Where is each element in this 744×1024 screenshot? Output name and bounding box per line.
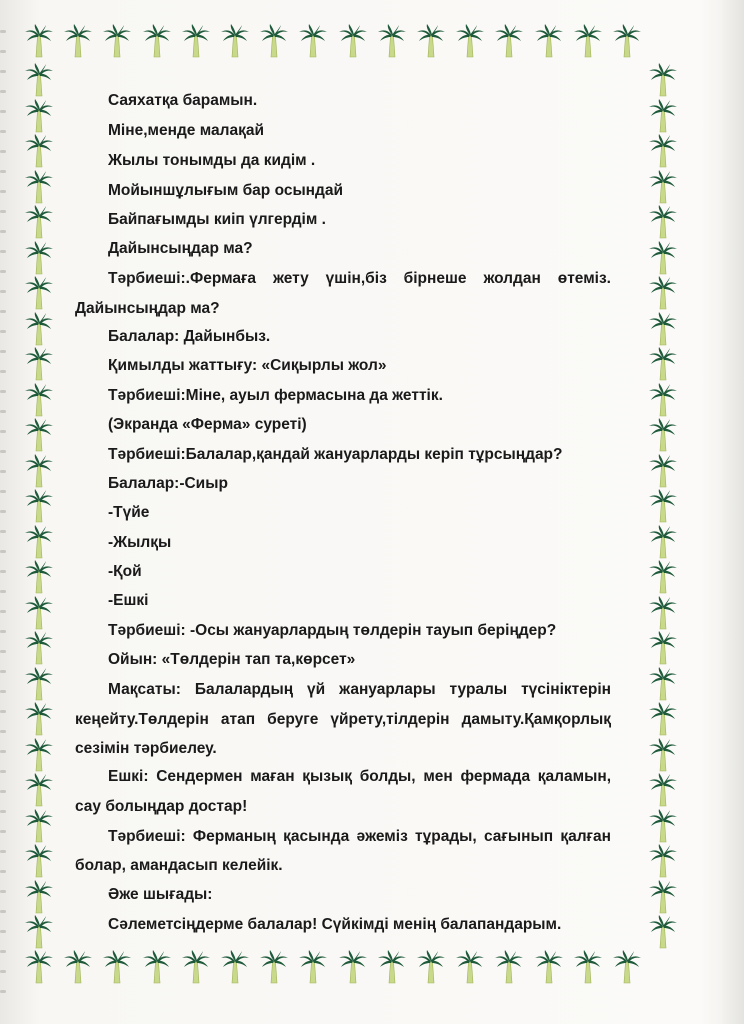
binding-hole (0, 230, 6, 233)
palm-tree-icon (142, 24, 172, 58)
palm-tree-icon (494, 950, 524, 984)
palm-tree-icon (24, 489, 54, 523)
text-line: болар, амандасып келейік. (75, 857, 283, 874)
palm-tree-icon (648, 276, 678, 310)
palm-tree-icon (612, 950, 642, 984)
palm-tree-icon (648, 844, 678, 878)
text-line: Ойын: «Төлдерін тап та,көрсет» (108, 651, 356, 668)
binding-hole (0, 510, 6, 513)
text-line: -Түйе (108, 504, 150, 521)
palm-tree-icon (648, 99, 678, 133)
palm-tree-icon (24, 454, 54, 488)
binding-hole (0, 610, 6, 613)
palm-tree-icon (142, 950, 172, 984)
palm-tree-icon (102, 24, 132, 58)
text-line: (Экранда «Ферма» суреті) (108, 416, 307, 433)
text-line: Байпағымды киіп үлгердім . (108, 211, 326, 228)
binding-hole (0, 50, 6, 53)
binding-hole (0, 70, 6, 73)
palm-tree-icon (648, 489, 678, 523)
palm-tree-icon (24, 170, 54, 204)
palm-tree-icon (181, 950, 211, 984)
binding-hole (0, 410, 6, 413)
palm-tree-icon (24, 738, 54, 772)
binding-hole (0, 330, 6, 333)
binding-hole (0, 210, 6, 213)
palm-tree-icon (338, 24, 368, 58)
palm-tree-icon (181, 24, 211, 58)
palm-tree-icon (648, 631, 678, 665)
palm-tree-icon (298, 950, 328, 984)
palm-tree-icon (220, 950, 250, 984)
palm-tree-icon (648, 809, 678, 843)
palm-tree-icon (24, 809, 54, 843)
palm-tree-icon (648, 241, 678, 275)
palm-tree-icon (573, 24, 603, 58)
palm-tree-icon (24, 596, 54, 630)
binding-hole (0, 870, 6, 873)
text-line: Тәрбиеші:Міне, ауыл фермасына да жеттік. (108, 387, 443, 404)
palm-tree-icon (24, 205, 54, 239)
binding-hole (0, 170, 6, 173)
palm-tree-icon (455, 950, 485, 984)
text-line: Сәлеметсіңдерме балалар! Сүйкімді менің балапандарым. (108, 916, 562, 933)
binding-hole (0, 730, 6, 733)
palm-tree-icon (648, 418, 678, 452)
palm-tree-icon (24, 241, 54, 275)
binding-hole (0, 750, 6, 753)
palm-tree-icon (648, 738, 678, 772)
palm-tree-icon (24, 880, 54, 914)
palm-tree-icon (534, 950, 564, 984)
text-line: сау болыңдар достар! (75, 798, 248, 815)
binding-hole (0, 890, 6, 893)
binding-hole (0, 690, 6, 693)
page-edge-shadow (722, 0, 744, 1024)
binding-hole (0, 130, 6, 133)
binding-hole (0, 530, 6, 533)
binding-hole (0, 470, 6, 473)
palm-tree-icon (648, 134, 678, 168)
palm-tree-icon (648, 63, 678, 97)
binding-hole (0, 970, 6, 973)
binding-hole (0, 810, 6, 813)
text-line: Тәрбиеші: -Осы жануарлардың төлдерін тауып беріңдер? (108, 622, 557, 639)
palm-tree-icon (24, 915, 54, 949)
palm-tree-icon (648, 312, 678, 346)
palm-tree-icon (24, 560, 54, 594)
palm-tree-icon (24, 667, 54, 701)
text-line: Мақсаты: Балалардың үй жануарлары туралы түсініктерін (108, 681, 611, 698)
palm-tree-icon (102, 950, 132, 984)
binding-hole (0, 930, 6, 933)
binding-hole (0, 910, 6, 913)
text-line: Балалар: Дайынбыз. (108, 328, 271, 345)
palm-tree-icon (648, 205, 678, 239)
binding-hole (0, 110, 6, 113)
palm-tree-icon (63, 24, 93, 58)
text-line: Әже шығады: (108, 886, 213, 903)
text-line: -Жылқы (108, 534, 172, 551)
binding-hole (0, 150, 6, 153)
binding-hole (0, 30, 6, 33)
binding-hole (0, 570, 6, 573)
binding-hole (0, 630, 6, 633)
palm-tree-icon (648, 347, 678, 381)
palm-tree-icon (298, 24, 328, 58)
text-line: Тәрбиеші:.Фермаға жету үшін,біз бірнеше жолдан өтеміз. (108, 270, 611, 287)
binding-hole (0, 770, 6, 773)
binding-hole (0, 450, 6, 453)
palm-tree-icon (338, 950, 368, 984)
text-line: Жылы тонымды да кидім . (108, 152, 316, 169)
binding-hole (0, 670, 6, 673)
text-line: Балалар:-Сиыр (108, 475, 228, 492)
palm-tree-icon (24, 950, 54, 984)
binding-hole (0, 850, 6, 853)
text-line: сезімін тәрбиелеу. (75, 740, 217, 757)
text-line: Тәрбиеші: Ферманың қасында әжеміз тұрады, сағынып қалған (108, 828, 611, 845)
palm-tree-icon (24, 773, 54, 807)
palm-tree-icon (416, 24, 446, 58)
palm-tree-icon (24, 99, 54, 133)
palm-tree-icon (377, 24, 407, 58)
binding-hole (0, 430, 6, 433)
palm-tree-icon (220, 24, 250, 58)
palm-tree-icon (648, 383, 678, 417)
palm-tree-icon (648, 880, 678, 914)
binding-hole (0, 550, 6, 553)
palm-tree-icon (24, 702, 54, 736)
binding-hole (0, 290, 6, 293)
palm-tree-icon (648, 667, 678, 701)
palm-tree-icon (648, 596, 678, 630)
palm-tree-icon (416, 950, 446, 984)
binding-hole (0, 490, 6, 493)
binding-hole (0, 590, 6, 593)
palm-tree-icon (24, 418, 54, 452)
palm-tree-icon (612, 24, 642, 58)
palm-tree-icon (455, 24, 485, 58)
palm-tree-icon (24, 63, 54, 97)
text-line: Ешкі: Сендермен маған қызық болды, мен фермада қаламын, (108, 768, 611, 785)
binding-hole (0, 310, 6, 313)
text-line: Дайынсыңдар ма? (75, 300, 220, 317)
palm-tree-icon (24, 525, 54, 559)
text-line: Мойыншұлығым бар осындай (108, 182, 344, 199)
text-line: -Ешкі (108, 592, 149, 609)
text-line: Саяхатқа барамын. (108, 92, 258, 109)
binding-hole (0, 250, 6, 253)
palm-tree-icon (24, 383, 54, 417)
binding-hole (0, 950, 6, 953)
text-line: Міне,менде малақай (108, 122, 264, 139)
text-line: Қимылды жаттығу: «Сиқырлы жол» (108, 357, 387, 374)
palm-tree-icon (534, 24, 564, 58)
binding-hole (0, 370, 6, 373)
binding-hole (0, 390, 6, 393)
palm-tree-icon (648, 170, 678, 204)
palm-tree-icon (494, 24, 524, 58)
binding-hole (0, 350, 6, 353)
palm-tree-icon (648, 560, 678, 594)
binding-hole (0, 650, 6, 653)
palm-tree-icon (259, 24, 289, 58)
palm-tree-icon (24, 312, 54, 346)
palm-tree-icon (24, 844, 54, 878)
palm-tree-icon (648, 773, 678, 807)
palm-tree-icon (648, 525, 678, 559)
palm-tree-icon (377, 950, 407, 984)
binding-hole (0, 190, 6, 193)
binding-hole (0, 830, 6, 833)
palm-tree-icon (648, 454, 678, 488)
palm-tree-icon (24, 631, 54, 665)
binding-hole (0, 790, 6, 793)
palm-tree-icon (648, 915, 678, 949)
palm-tree-icon (24, 347, 54, 381)
palm-tree-icon (24, 134, 54, 168)
binding-hole (0, 90, 6, 93)
binding-hole (0, 270, 6, 273)
binding-hole (0, 990, 6, 993)
palm-tree-icon (259, 950, 289, 984)
palm-tree-icon (24, 24, 54, 58)
text-line: -Қой (108, 563, 142, 580)
palm-tree-icon (573, 950, 603, 984)
palm-tree-icon (24, 276, 54, 310)
text-line: Тәрбиеші:Балалар,қандай жануарларды керіп тұрсыңдар? (108, 446, 563, 463)
binding-hole (0, 710, 6, 713)
text-line: кеңейту.Төлдерін атап беруге үйрету,тілдерін дамыту.Қамқорлық (75, 711, 611, 728)
palm-tree-icon (648, 702, 678, 736)
text-line: Дайынсыңдар ма? (108, 240, 253, 257)
palm-tree-icon (63, 950, 93, 984)
